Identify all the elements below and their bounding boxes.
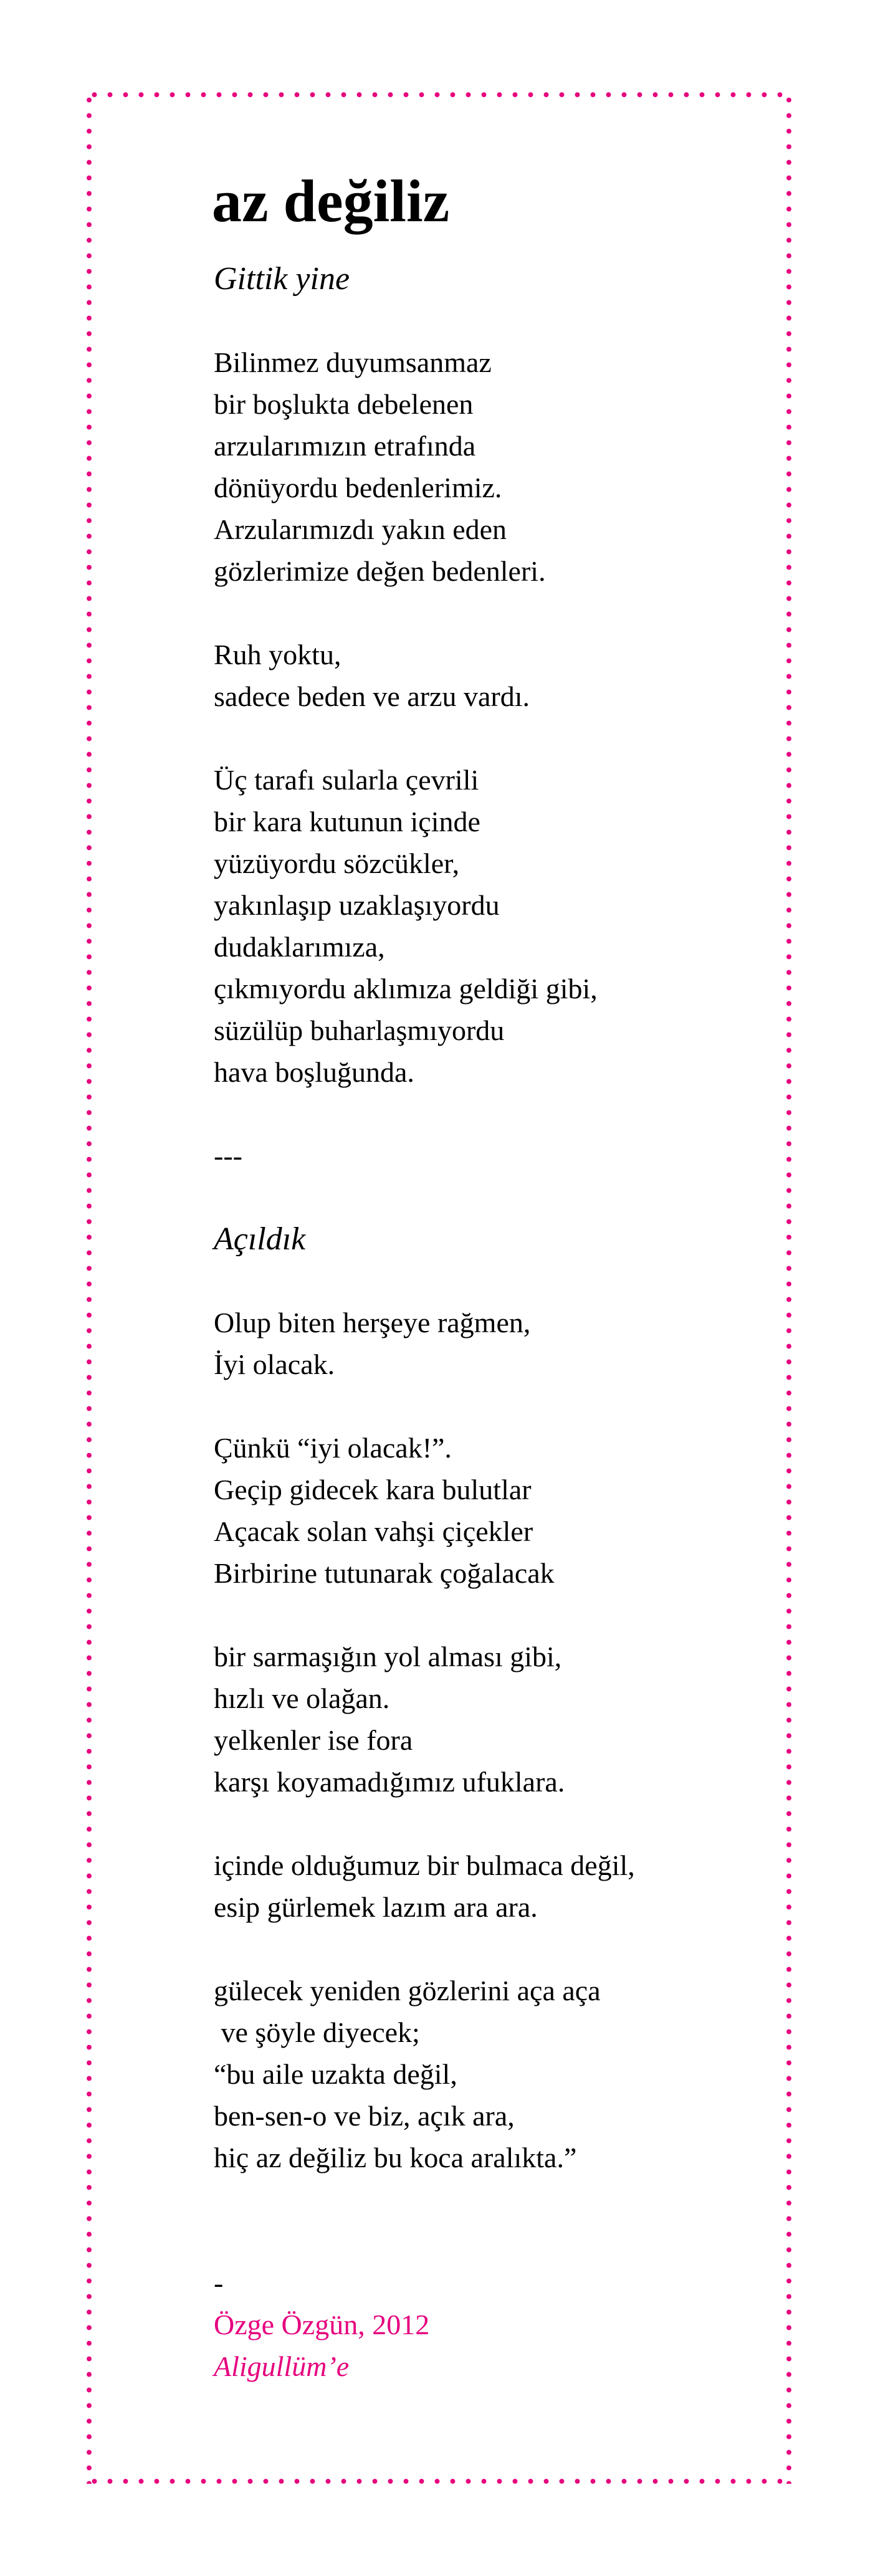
poem-line: ben-sen-o ve biz, açık ara, xyxy=(214,2100,515,2132)
poem-line: Üç tarafı sularla çevrili xyxy=(214,764,479,796)
poem-line: yelkenler ise fora xyxy=(214,1724,413,1756)
poem-line: hiç az değiliz bu koca aralıkta.” xyxy=(214,2142,577,2173)
blank-line xyxy=(214,1594,635,1636)
blank-line xyxy=(214,2220,635,2262)
blank-line xyxy=(214,1385,635,1427)
poem-line: yakınlaşıp uzaklaşıyordu xyxy=(214,889,500,921)
poem-line: ve şöyle diyecek; xyxy=(214,2016,420,2048)
poem-line: gözlerimize değen bedenleri. xyxy=(214,555,546,587)
section-heading: Gittik yine xyxy=(214,261,350,297)
signature-line: Özge Özgün, 2012 xyxy=(214,2309,430,2340)
poem-line: Ruh yoktu, xyxy=(214,639,341,670)
poem-line: dönüyordu bedenlerimiz. xyxy=(214,472,502,503)
blank-line xyxy=(214,717,635,759)
poem-line: Birbirine tutunarak çoğalacak xyxy=(214,1557,555,1589)
poem-line: bir sarmaşığın yol alması gibi, xyxy=(214,1641,562,1672)
blank-line xyxy=(214,592,635,634)
frame-border-top xyxy=(87,92,791,97)
poem-line: Geçip gidecek kara bulutlar xyxy=(214,1474,532,1505)
poem-title: az değiliz xyxy=(212,168,450,234)
blank-line xyxy=(214,1260,635,1302)
frame-border-bottom xyxy=(87,2479,791,2484)
poem-line: dudaklarımıza, xyxy=(214,931,385,963)
poem-line: Açacak solan vahşi çiçekler xyxy=(214,1515,533,1547)
poem-line: yüzüyordu sözcükler, xyxy=(214,847,460,879)
poem-line: Arzularımızdı yakın eden xyxy=(214,513,507,545)
poem-line: “bu aile uzakta değil, xyxy=(214,2058,457,2090)
poem-line: İyi olacak. xyxy=(214,1348,335,1380)
poem-line: hızlı ve olağan. xyxy=(214,1682,390,1714)
frame-border-left xyxy=(87,92,92,2484)
poem-line: --- xyxy=(214,1140,242,1171)
poem-line: sadece beden ve arzu vardı. xyxy=(214,680,530,712)
section-heading: Açıldık xyxy=(214,1221,306,1257)
signature-line: Aligullüm’e xyxy=(214,2350,350,2382)
blank-line xyxy=(214,300,635,341)
poem-line: süzülüp buharlaşmıyordu xyxy=(214,1014,505,1046)
poem-line: çıkmıyordu aklımıza geldiği gibi, xyxy=(214,973,598,1004)
frame-border-right xyxy=(786,92,791,2484)
poem-line: hava boşluğunda. xyxy=(214,1056,414,1088)
poem-line: bir boşlukta debelenen xyxy=(214,388,474,420)
poem-line: Çünkü “iyi olacak!”. xyxy=(214,1432,452,1464)
poem-line: gülecek yeniden gözlerini aça aça xyxy=(214,1975,601,2006)
poem-line: karşı koyamadığımız ufuklara. xyxy=(214,1766,565,1798)
blank-line xyxy=(214,1803,635,1844)
blank-line xyxy=(214,1176,635,1218)
poem-line: Bilinmez duyumsanmaz xyxy=(214,346,492,378)
poem-line: - xyxy=(214,2267,224,2299)
blank-line xyxy=(214,1928,635,1970)
poem-line: bir kara kutunun içinde xyxy=(214,806,480,837)
poem-line: Olup biten herşeye rağmen, xyxy=(214,1307,531,1338)
poem-body xyxy=(214,258,635,2387)
poem-line: içinde olduğumuz bir bulmaca değil, xyxy=(214,1849,635,1881)
blank-line xyxy=(214,2178,635,2220)
blank-line xyxy=(214,1093,635,1135)
poem-line: esip gürlemek lazım ara ara. xyxy=(214,1891,538,1923)
poem-line: arzularımızın etrafında xyxy=(214,430,476,462)
